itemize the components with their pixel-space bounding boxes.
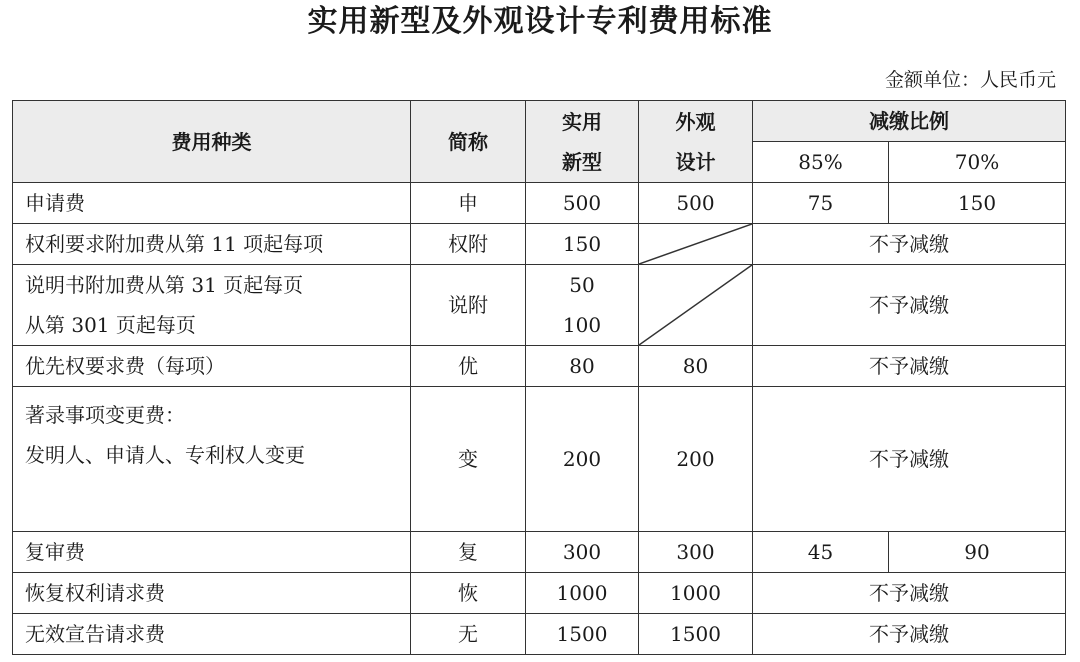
- header-utility-line2: 新型: [562, 149, 602, 174]
- table-row: [13, 573, 1066, 614]
- diagonal-slash-icon: [639, 224, 752, 264]
- fee-reduction-85: 45: [753, 532, 889, 573]
- fee-utility-line1: 50: [569, 273, 595, 297]
- page-title: 实用新型及外观设计专利费用标准: [307, 4, 773, 39]
- fee-abbr: 说附: [411, 265, 526, 346]
- fee-design: 300: [639, 532, 753, 573]
- fee-name: [13, 387, 411, 532]
- fee-design-not-applicable: [639, 265, 753, 346]
- header-design: [639, 101, 753, 183]
- header-design-line1: 外观: [675, 109, 716, 134]
- fee-abbr: 权附: [411, 224, 526, 265]
- table-row: [13, 346, 1066, 387]
- fee-name: 无效宣告请求费: [13, 614, 411, 655]
- fee-reduction-70: 90: [889, 532, 1066, 573]
- fee-design: 500: [639, 183, 753, 224]
- fee-utility: 200: [526, 387, 639, 532]
- fee-utility: 1000: [526, 573, 639, 614]
- fee-abbr: 变: [411, 387, 526, 532]
- fee-utility: 1500: [526, 614, 639, 655]
- table-row: [13, 387, 1066, 532]
- header-utility-line1: 实用: [562, 109, 602, 134]
- header-reduction: 减缴比例: [753, 101, 1066, 142]
- fee-utility: 300: [526, 532, 639, 573]
- fee-utility: 150: [526, 224, 639, 265]
- fee-name: 权利要求附加费从第 11 项起每项: [13, 224, 411, 265]
- fee-utility-line2: 100: [562, 313, 602, 337]
- fee-no-reduction: 不予减缴: [753, 224, 1066, 265]
- fee-name-line1: 说明书附加费从第 31 页起每页: [25, 273, 304, 297]
- header-design-line2: 设计: [675, 149, 716, 174]
- fee-abbr: 申: [411, 183, 526, 224]
- fee-no-reduction: 不予减缴: [753, 265, 1066, 346]
- fee-design: 80: [639, 346, 753, 387]
- fee-abbr: 复: [411, 532, 526, 573]
- fee-utility: 80: [526, 346, 639, 387]
- table-row: [13, 532, 1066, 573]
- table-row: [13, 224, 1066, 265]
- header-rate-70: 70%: [889, 142, 1066, 183]
- fee-no-reduction: 不予减缴: [753, 573, 1066, 614]
- header-rate-85: 85%: [753, 142, 889, 183]
- fee-reduction-70: 150: [889, 183, 1066, 224]
- fee-abbr: 无: [411, 614, 526, 655]
- fee-design: 200: [639, 387, 753, 532]
- fee-design-not-applicable: [639, 224, 753, 265]
- table-row: [13, 614, 1066, 655]
- fee-name: 优先权要求费（每项）: [13, 346, 411, 387]
- fee-design: 1000: [639, 573, 753, 614]
- fee-name: 申请费: [13, 183, 411, 224]
- fee-reduction-85: 75: [753, 183, 889, 224]
- fee-utility: [526, 265, 639, 346]
- currency-unit-label: 金额单位：人民币元: [884, 69, 1056, 91]
- diagonal-slash-icon: [639, 265, 752, 345]
- fee-no-reduction: 不予减缴: [753, 346, 1066, 387]
- fee-name-line1: 著录事项变更费：: [25, 403, 185, 427]
- fee-utility: 500: [526, 183, 639, 224]
- table-header-row: [13, 101, 1066, 142]
- header-utility-model: [526, 101, 639, 183]
- header-fee-type: 费用种类: [13, 101, 411, 183]
- fee-name-line2: 发明人、申请人、专利权人变更: [25, 443, 305, 467]
- fee-no-reduction: 不予减缴: [753, 387, 1066, 532]
- table-row: [13, 183, 1066, 224]
- fee-name: 恢复权利请求费: [13, 573, 411, 614]
- fee-name-line2: 从第 301 页起每页: [25, 313, 196, 337]
- table-row: [13, 265, 1066, 346]
- fee-design: 1500: [639, 614, 753, 655]
- fee-name: 复审费: [13, 532, 411, 573]
- header-abbr: 简称: [411, 101, 526, 183]
- fee-abbr: 恢: [411, 573, 526, 614]
- fee-table: [12, 100, 1066, 655]
- fee-abbr: 优: [411, 346, 526, 387]
- fee-name: [13, 265, 411, 346]
- fee-no-reduction: 不予减缴: [753, 614, 1066, 655]
